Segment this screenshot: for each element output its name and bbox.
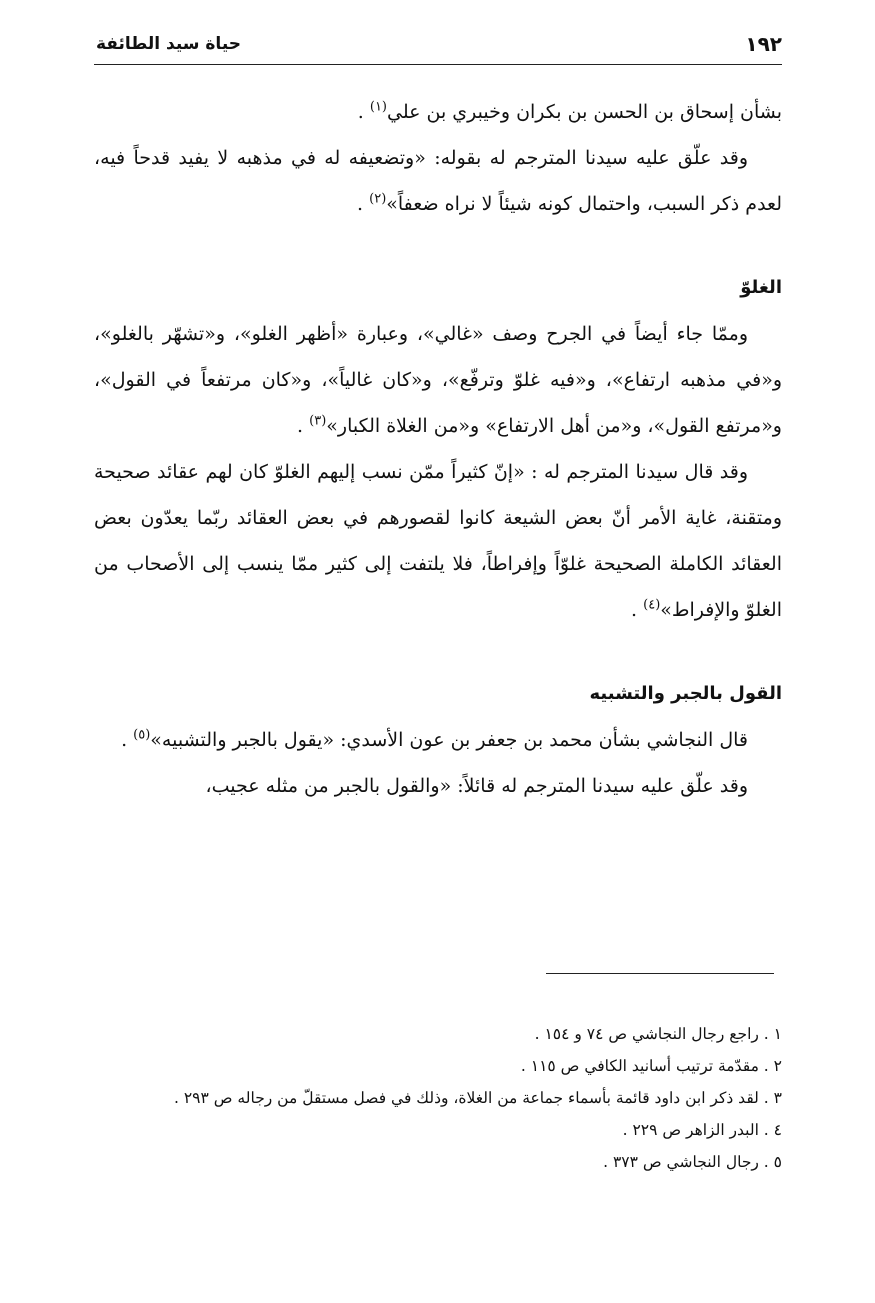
- section-heading-ghuluw: الغلوّ: [740, 277, 782, 298]
- footnote-5: ٥ . رجال النجاشي ص ٣٧٣ .: [603, 1153, 782, 1171]
- paragraph-4: وقد قال سيدنا المترجم له : «إنّ كثيراً ممّن نسب إليهم الغلوّ كان لهم عقائد صحيحة ومتقنة، غاية الأمر أنّ بعض الشيعة كانوا لقصورهم في بعض العقائد ربّما يعدّون بعض العقائد الكاملة الصحيحة غلوّاً وإفراطاً، فلا يلتفت إلى كثير ممّا ينسب إلى الأصحاب من الغلوّ والإفراط»$^{(٤)}$ .: [94, 461, 782, 621]
- footnote-4: ٤ . البدر الزاهر ص ٢٢٩ .: [622, 1121, 782, 1139]
- footnotes: [94, 1018, 782, 1178]
- footnote-separator: [546, 973, 774, 974]
- paragraph-5-text: قال النجاشي بشأن محمد بن جعفر بن عون الأسدي: «يقول بالجبر والتشبيه»: [150, 729, 748, 751]
- running-header: [94, 28, 782, 65]
- footnote-ref-2: (٢): [369, 191, 387, 207]
- footnote-ref-3: (٣): [309, 413, 327, 429]
- body-text: [94, 89, 782, 809]
- paragraph-6-text: وقد علّق عليه سيدنا المترجم له قائلاً: «والقول بالجبر من مثله عجيب،: [205, 775, 748, 797]
- footnote-ref-4: (٤): [643, 597, 661, 613]
- paragraph-3-text: وممّا جاء أيضاً في الجرح وصف «غالي»، وعبارة «أظهر الغلو»، و«تشهّر بالغلو»، و«في مذهبه ارتفاع»، و«فيه غلوّ وترفّع»، و«كان غالياً»، و«كان مرتفعاً في القول»، و«مرتفع القول»، و«من أهل الارتفاع» و«من الغلاة الكبار»: [94, 323, 782, 437]
- page-number: ١٩٢: [745, 32, 782, 56]
- paragraph-1-text: بشأن إسحاق بن الحسن بن بكران وخيبري بن علي: [387, 101, 782, 123]
- book-page: [94, 28, 782, 1171]
- footnote-2: ٢ . مقدّمة ترتيب أسانيد الكافي ص ١١٥ .: [520, 1057, 782, 1075]
- section-heading-jabr: القول بالجبر والتشبيه: [589, 683, 782, 704]
- footnote-ref-1: (١): [369, 99, 387, 115]
- footnote-3: ٣ . لقد ذكر ابن داود قائمة بأسماء جماعة من الغلاة، وذلك في فصل مستقلّ من رجاله ص ٢٩٣ .: [174, 1089, 782, 1107]
- paragraph-5: قال النجاشي بشأن محمد بن جعفر بن عون الأسدي: «يقول بالجبر والتشبيه»$^{(٥)}$ .: [121, 727, 748, 751]
- running-title: حياة سيد الطائفة: [96, 34, 242, 54]
- paragraph-3: وممّا جاء أيضاً في الجرح وصف «غالي»، وعبارة «أظهر الغلو»، و«تشهّر بالغلو»، و«في مذهبه ارتفاع»، و«فيه غلوّ وترفّع»، و«كان غالياً»، و«كان مرتفعاً في القول»، و«مرتفع القول»، و«من أهل الارتفاع» و«من الغلاة الكبار»$^{(٣)}$ .: [94, 323, 782, 437]
- footnote-ref-5: (٥): [133, 727, 151, 743]
- paragraph-2: وقد علّق عليه سيدنا المترجم له بقوله: «وتضعيفه له في مذهبه لا يفيد قدحاً فيه، لعدم ذكر السبب، واحتمال كونه شيئاً لا نراه ضعفاً»$^{(٢)}$ .: [94, 147, 782, 215]
- paragraph-4-text: وقد قال سيدنا المترجم له : «إنّ كثيراً ممّن نسب إليهم الغلوّ كان لهم عقائد صحيحة ومتقنة، غاية الأمر أنّ بعض الشيعة كانوا لقصورهم في بعض العقائد ربّما يعدّون بعض العقائد الكاملة الصحيحة غلوّاً وإفراطاً، فلا يلتفت إلى كثير ممّا ينسب إلى الأصحاب من الغلوّ والإفراط»: [94, 461, 782, 621]
- paragraph-2-text: وقد علّق عليه سيدنا المترجم له بقوله: «وتضعيفه له في مذهبه لا يفيد قدحاً فيه، لعدم ذكر السبب، واحتمال كونه شيئاً لا نراه ضعفاً»: [94, 147, 782, 215]
- footnote-1: ١ . راجع رجال النجاشي ص ٧٤ و ١٥٤ .: [534, 1025, 782, 1043]
- paragraph-6: [94, 763, 782, 809]
- paragraph-1: بشأن إسحاق بن الحسن بن بكران وخيبري بن علي$^{(١)}$ .: [357, 99, 782, 123]
